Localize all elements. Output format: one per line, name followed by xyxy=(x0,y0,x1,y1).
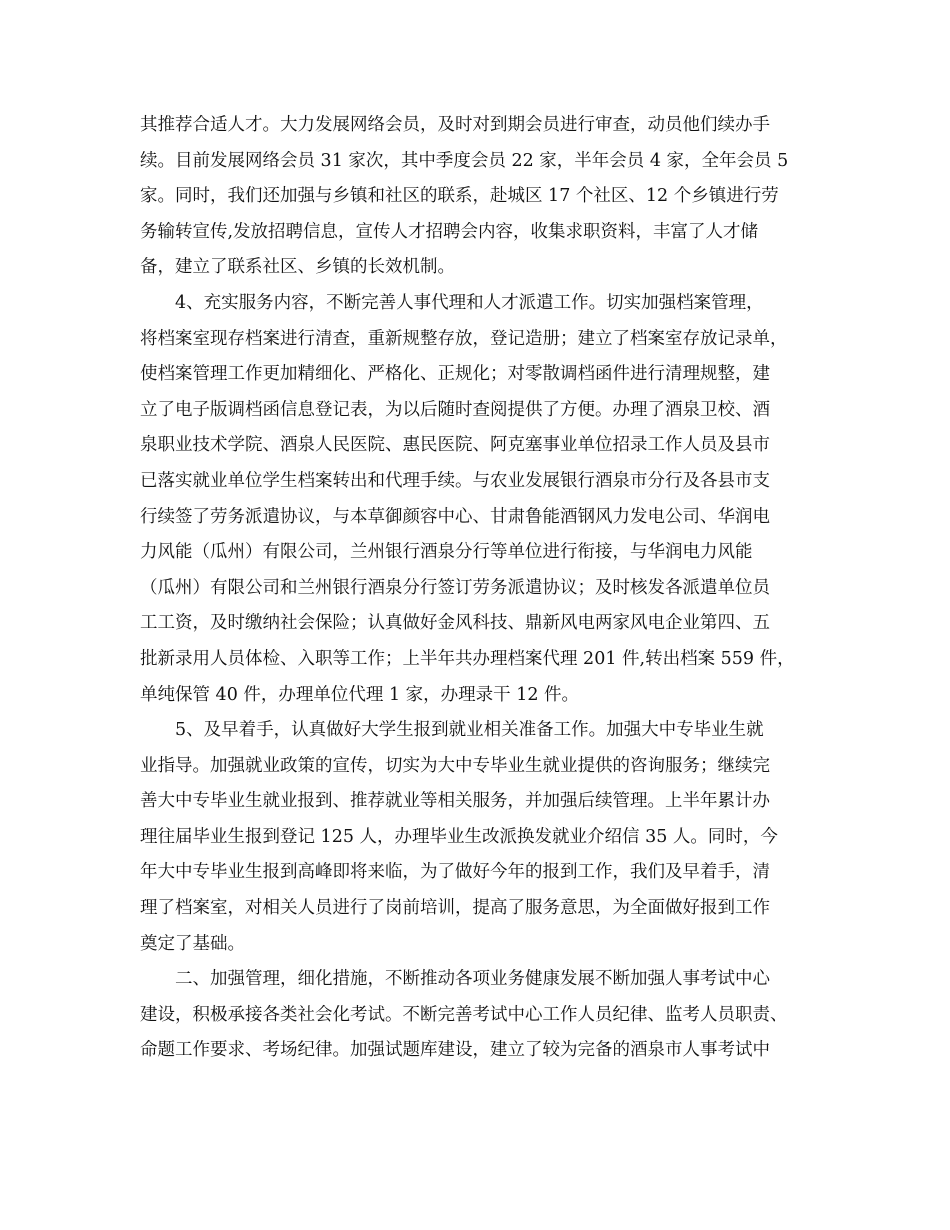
text-line: 奠定了基础。 xyxy=(140,933,245,954)
text-line: 业指导。加强就业政策的宣传，切实为大中专毕业生就业提供的咨询服务；继续完 xyxy=(140,755,770,776)
text-line: 理了档案室，对相关人员进行了岗前培训，提高了服务意思，为全面做好报到工作 xyxy=(140,898,770,919)
paragraph-start-line: 4、充实服务内容，不断完善人事代理和人才派遣工作。切实加强档案管理， xyxy=(175,292,764,313)
text-line: （瓜州）有限公司和兰州银行酒泉分行签订劳务派遣协议；及时核发各派遣单位员 xyxy=(140,577,770,598)
text-line: 将档案室现存档案进行清查，重新规整存放，登记造册；建立了档案室存放记录单， xyxy=(140,328,788,349)
text-line: 泉职业技术学院、酒泉人民医院、惠民医院、阿克塞事业单位招录工作人员及县市 xyxy=(140,435,770,456)
text-line: 行续签了劳务派遣协议，与本草御颜容中心、甘肃鲁能酒钢风力发电公司、华润电 xyxy=(140,506,770,527)
text-line: 立了电子版调档函信息登记表，为以后随时查阅提供了方便。办理了酒泉卫校、酒 xyxy=(140,399,770,420)
paragraph-start-line: 二、加强管理，细化措施，不断推动各项业务健康发展不断加强人事考试中心 xyxy=(175,969,770,990)
document-body xyxy=(140,108,810,1069)
text-line: 使档案管理工作更加精细化、严格化、正规化；对零散调档函件进行清理规整，建 xyxy=(140,364,770,385)
text-line: 年大中专毕业生报到高峰即将来临，为了做好今年的报到工作，我们及早着手，清 xyxy=(140,862,770,883)
text-line: 其推荐合适人才。大力发展网络会员，及时对到期会员进行审查，动员他们续办手 xyxy=(140,115,770,135)
text-line: 务输转宣传,发放招聘信息，宣传人才招聘会内容，收集求职资料，丰富了人才储 xyxy=(140,221,759,242)
text-line: 家。同时，我们还加强与乡镇和社区的联系，赴城区 17 个社区、12 个乡镇进行劳 xyxy=(140,186,779,207)
paragraph-start-line: 5、及早着手，认真做好大学生报到就业相关准备工作。加强大中专毕业生就 xyxy=(175,720,764,741)
text-line: 单纯保管 40 件，办理单位代理 1 家，办理录干 12 件。 xyxy=(140,684,580,705)
text-line: 续。目前发展网络会员 31 家次，其中季度会员 22 家，半年会员 4 家，全年会员 5 xyxy=(140,150,789,171)
text-line: 命题工作要求、考场纪律。加强试题库建设，建立了较为完备的酒泉市人事考试中 xyxy=(140,1040,770,1061)
text-line: 备，建立了联系社区、乡镇的长效机制。 xyxy=(140,257,455,278)
text-line: 善大中专毕业生就业报到、推荐就业等相关服务，并加强后续管理。上半年累计办 xyxy=(140,791,770,812)
text-line: 建设，积极承接各类社会化考试。不断完善考试中心工作人员纪律、监考人员职责、 xyxy=(140,1004,788,1025)
text-line: 已落实就业单位学生档案转出和代理手续。与农业发展银行酒泉市分行及各县市支 xyxy=(140,470,770,491)
text-line: 理往届毕业生报到登记 125 人，办理毕业生改派换发就业介绍信 35 人。同时，今 xyxy=(140,826,778,847)
text-line: 批新录用人员体检、入职等工作；上半年共办理档案代理 201 件,转出档案 559 件， xyxy=(140,648,795,669)
text-line: 工工资，及时缴纳社会保险；认真做好金风科技、鼎新风电两家风电企业第四、五 xyxy=(140,613,770,634)
text-line: 力风能（瓜州）有限公司，兰州银行酒泉分行等单位进行衔接，与华润电力风能 xyxy=(140,542,753,563)
